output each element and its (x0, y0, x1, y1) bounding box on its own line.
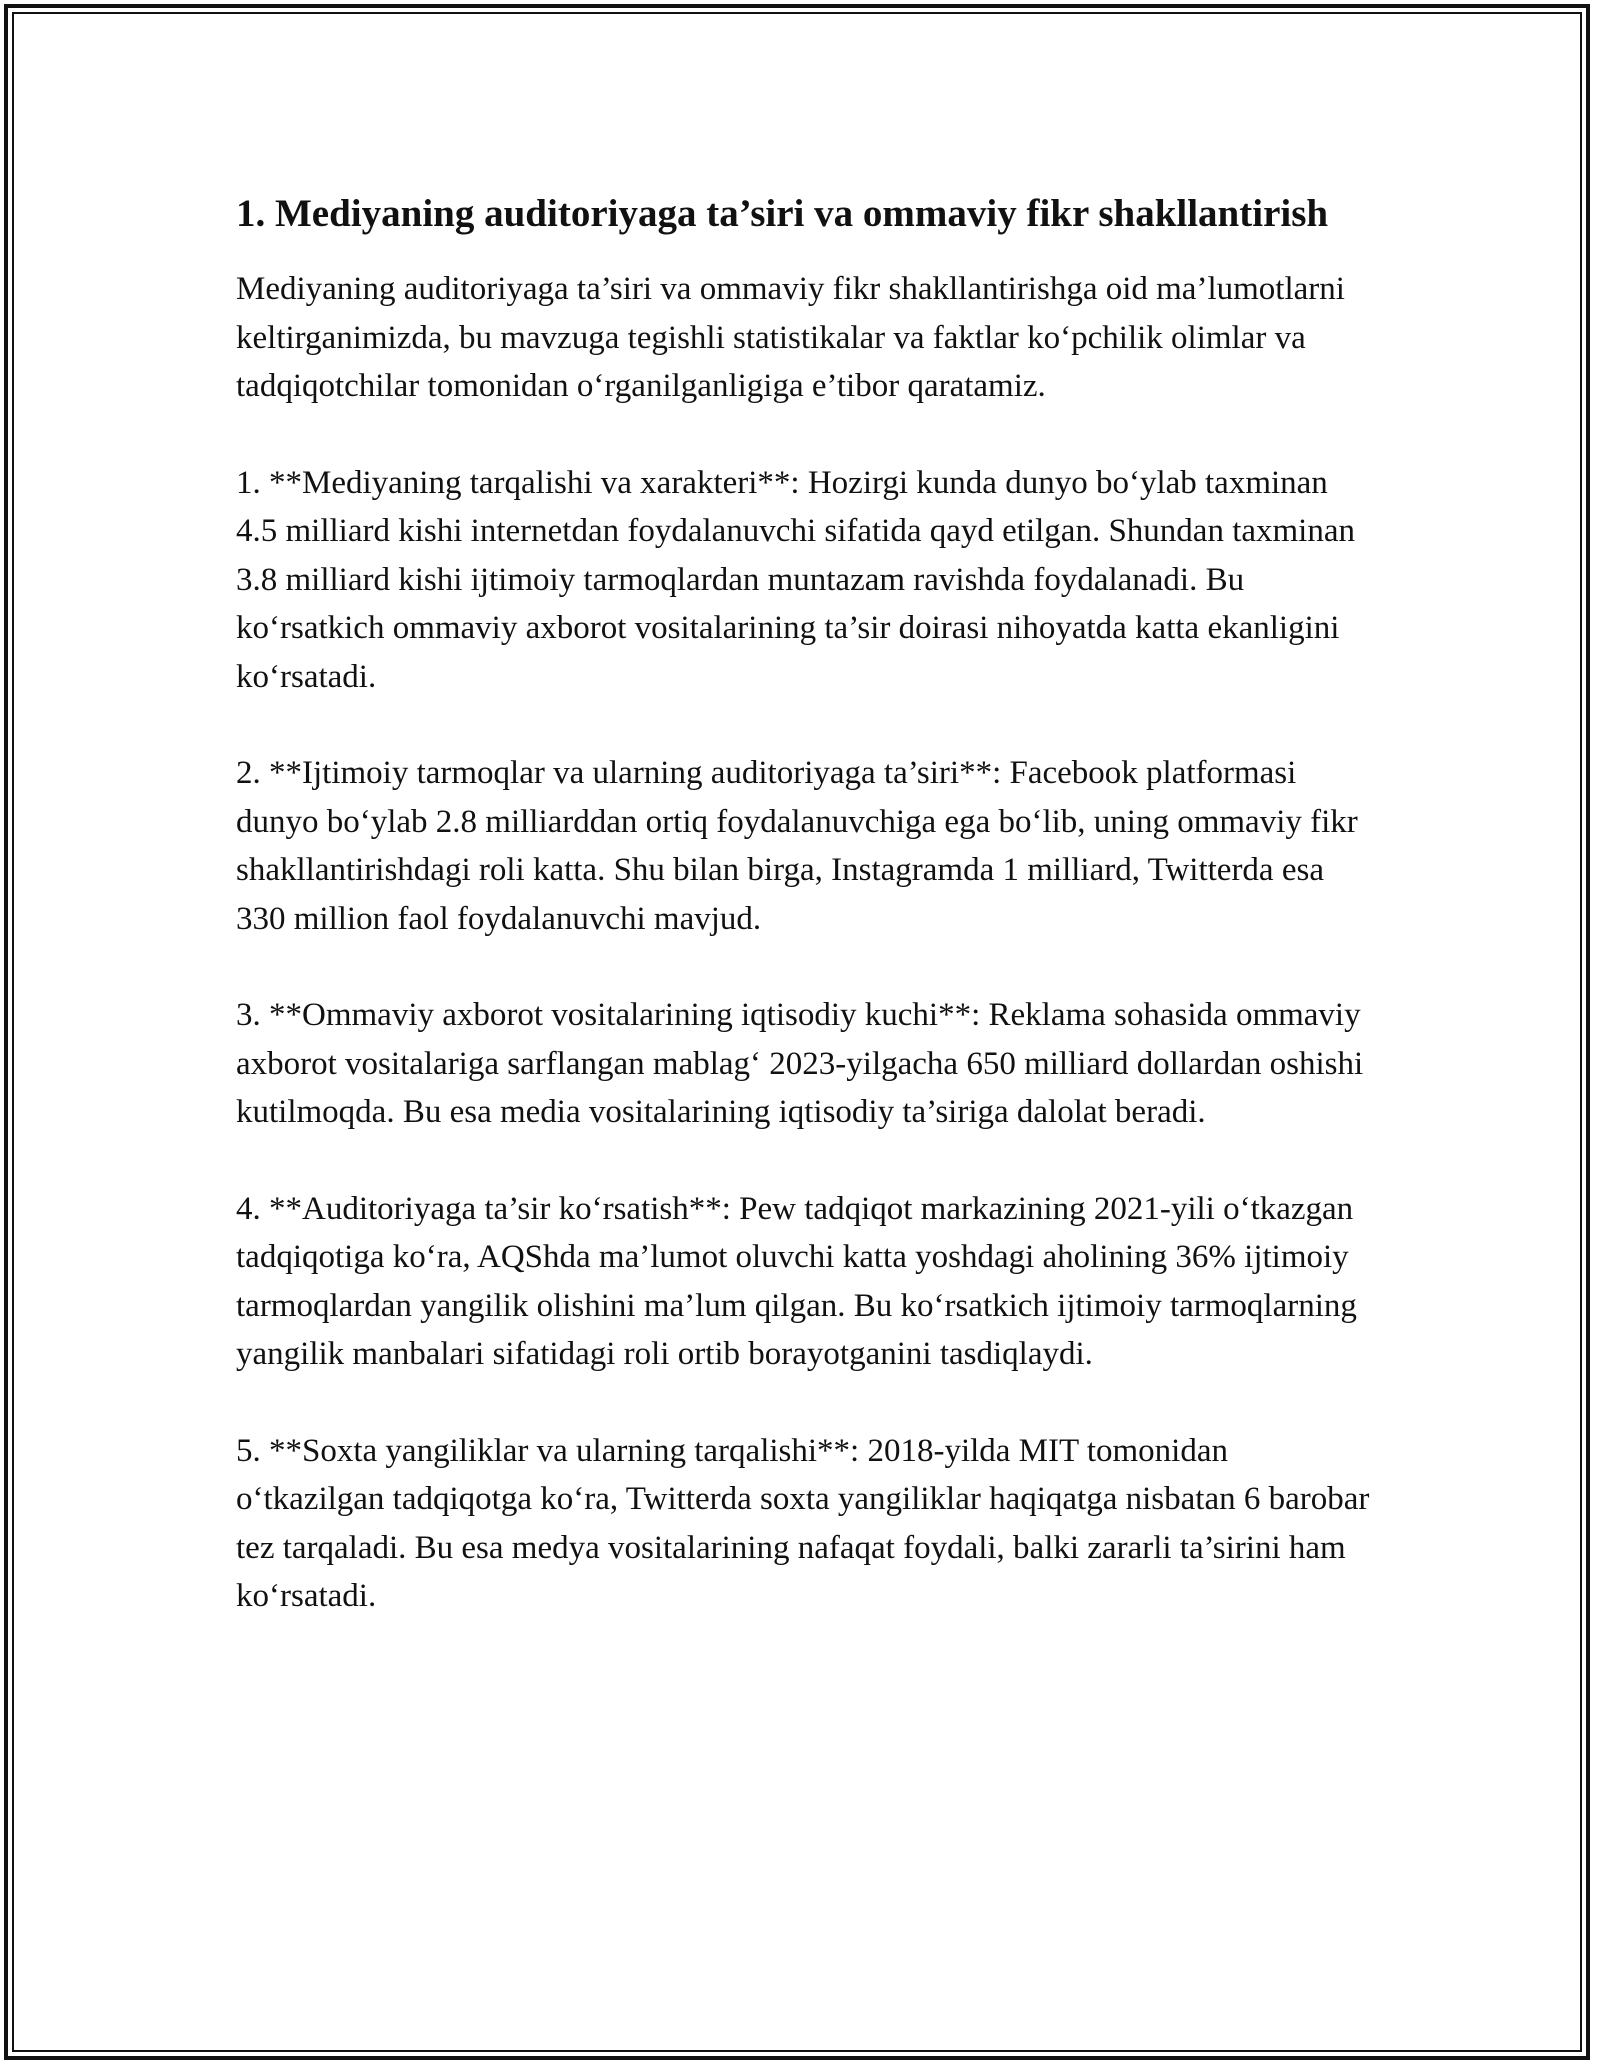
point-4-paragraph: 4. **Auditoriyaga ta’sir ko‘rsatish**: Pew tadqiqot markazining 2021-yili o‘tkazgan tadqiqotiga ko‘ra, AQShda ma’lumot oluvchi katta yoshdagi aholining 36% ijtimoiy tarmoqlardan yangilik olishini ma’lum qilgan. Bu ko‘rsatkich ijtimoiy tarmoqlarning yangilik manbalari sifatidagi roli ortib borayotganini tasdiqlaydi. (236, 1190, 1357, 1372)
section-heading: 1. Mediyaning auditoriyaga ta’siri va ommaviy fikr shakllantirish (236, 192, 1329, 235)
document-body (236, 188, 1376, 1669)
point-2-paragraph: 2. **Ijtimoiy tarmoqlar va ularning auditoriyaga ta’siri**: Facebook platformasi dunyo bo‘ylab 2.8 milliarddan ortiq foydalanuvchiga ega bo‘lib, uning ommaviy fikr shakllantirishdagi roli katta. Shu bilan birga, Instagramda 1 milliard, Twitterda esa 330 million faol foydalanuvchi mavjud. (236, 755, 1358, 937)
point-1-paragraph: 1. **Mediyaning tarqalishi va xarakteri**: Hozirgi kunda dunyo bo‘ylab taxminan 4.5 milliard kishi internetdan foydalanuvchi sifatida qayd etilgan. Shundan taxminan 3.8 milliard kishi ijtimoiy tarmoqlardan muntazam ravishda foydalanadi. Bu ko‘rsatkich ommaviy axborot vositalarining ta’sir doirasi nihoyatda katta ekanligini ko‘rsatadi. (236, 464, 1355, 695)
point-3-paragraph: 3. **Ommaviy axborot vositalarining iqtisodiy kuchi**: Reklama sohasida ommaviy axborot vositalariga sarflangan mablag‘ 2023-yilgacha 650 milliard dollardan oshishi kutilmoqda. Bu esa media vositalarining iqtisodiy ta’siriga dalolat beradi. (236, 997, 1364, 1130)
point-5-paragraph: 5. **Soxta yangiliklar va ularning tarqalishi**: 2018-yilda MIT tomonidan o‘tkazilgan tadqiqotga ko‘ra, Twitterda soxta yangiliklar haqiqatga nisbatan 6 barobar tez tarqaladi. Bu esa medya vositalarining nafaqat foydali, balki zararli ta’sirini ham ko‘rsatadi. (236, 1432, 1370, 1614)
intro-paragraph: Mediyaning auditoriyaga ta’siri va ommaviy fikr shakllantirishga oid ma’lumotlarni keltirganimizda, bu mavzuga tegishli statistikalar va faktlar ko‘pchilik olimlar va tadqiqotchilar tomonidan o‘rganilganligiga e’tibor qaratamiz. (236, 271, 1345, 404)
